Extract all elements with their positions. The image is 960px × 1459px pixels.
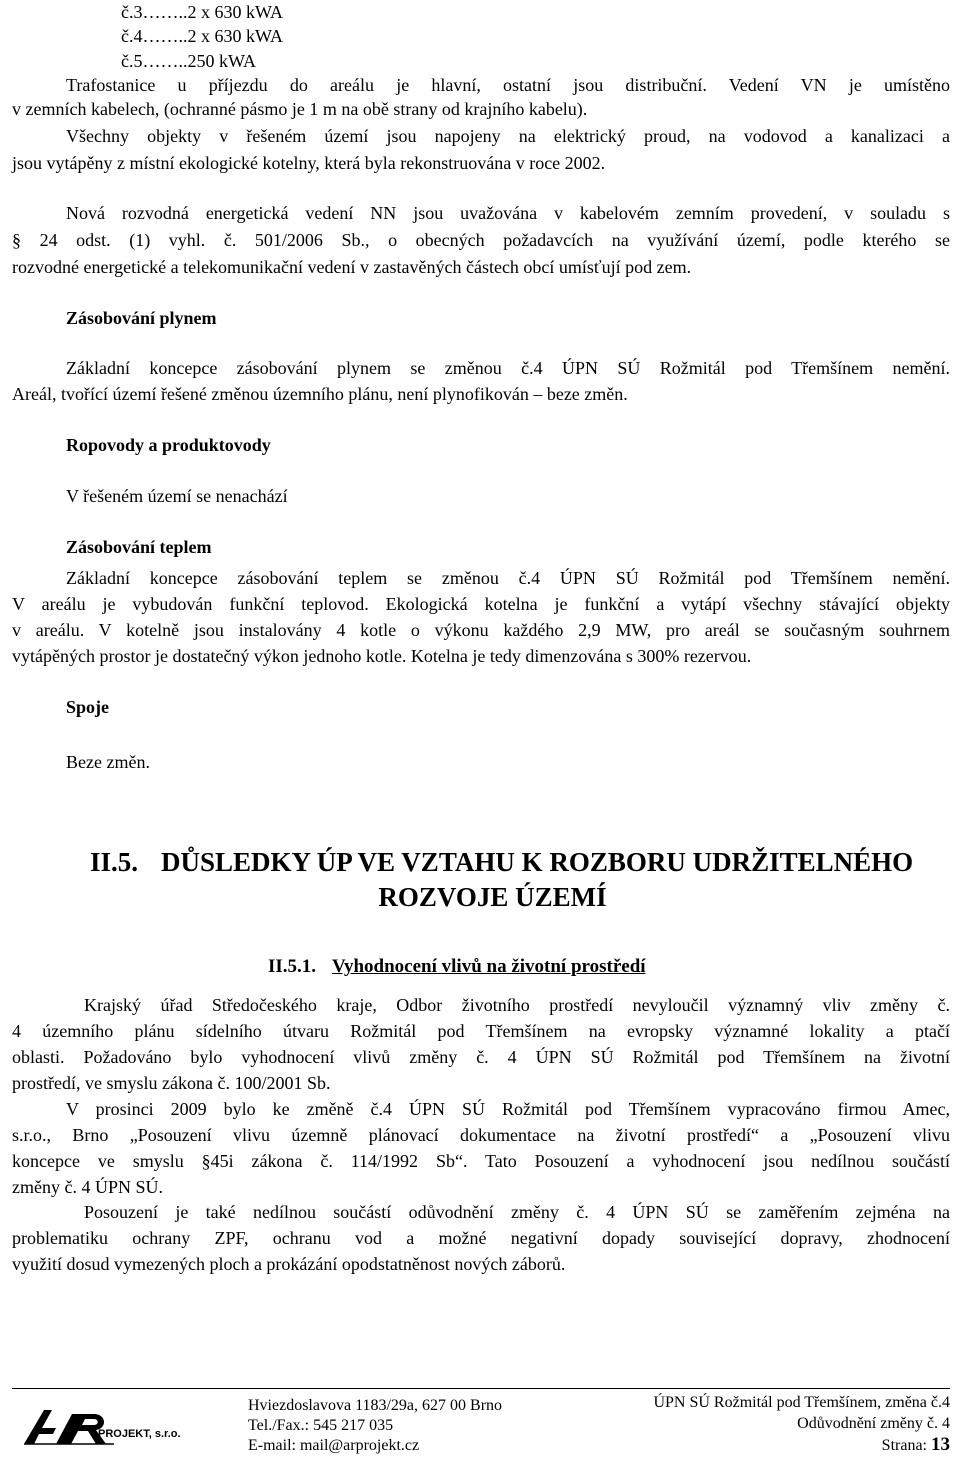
paragraph-line: V řešeném území se nenachází	[66, 486, 288, 506]
list-item: č.5……..250 kWA	[121, 51, 256, 71]
ar-logo-icon	[22, 1406, 118, 1446]
paragraph-line: jsou vytápěny z místní ekologické kotelny, která byla rekonstruována v roce 2002.	[12, 153, 606, 173]
company-logo	[22, 1406, 222, 1446]
footer-rule	[12, 1388, 950, 1389]
paragraph-line: Základní koncepce zásobování plynem se změnou č.4 ÚPN SÚ Rožmitál pod Třemšínem nemění.	[66, 358, 950, 378]
page-number: 13	[931, 1434, 950, 1455]
section-title: Vyhodnocení vlivů na životní prostředí	[332, 956, 646, 977]
paragraph-line: problematiku ochrany ZPF, ochranu vod a možné negativní dopady související dopravy, zhodnocení	[12, 1228, 950, 1248]
paragraph-line: Všechny objekty v řešeném území jsou napojeny na elektrický proud, na vodovod a kanalizaci a	[66, 126, 950, 146]
list-item: č.4……..2 x 630 kWA	[121, 26, 283, 46]
paragraph-line: prostředí, ve smyslu zákona č. 100/2001 Sb.	[12, 1073, 331, 1093]
chapter-title: DŮSLEDKY ÚP VE VZTAHU K ROZBORU UDRŽITELNÉHO	[161, 847, 914, 877]
paragraph-line: vytápěných prostor je dostatečný výkon jednoho kotle. Kotelna je tedy dimenzována s 300% rezervou.	[12, 646, 752, 666]
paragraph-line: Krajský úřad Středočeského kraje, Odbor životního prostředí nevyloučil významný vliv změny č.	[84, 995, 950, 1015]
footer-page	[612, 1435, 950, 1456]
paragraph-line: 4 územního plánu sídelního útvaru Rožmitál pod Třemšínem na evropsky významné lokality a ptačí	[12, 1021, 950, 1041]
paragraph-line: V prosinci 2009 bylo ke změně č.4 ÚPN SÚ Rožmitál pod Třemšínem vypracováno firmou Amec,	[66, 1099, 950, 1119]
page-label: Strana:	[881, 1437, 927, 1454]
paragraph-line: s.r.o., Brno „Posouzení vlivu územně plánovací dokumentace na životní prostředí“ a „Posouzení vlivu	[12, 1125, 950, 1145]
section-heading: Ropovody a produktovody	[66, 435, 271, 455]
footer-email: E-mail: mail@arprojekt.cz	[248, 1437, 420, 1454]
paragraph-line: využití dosud vymezených ploch a prokázání opodstatněnost nových záborů.	[12, 1254, 566, 1274]
paragraph-line: Trafostanice u příjezdu do areálu je hlavní, ostatní jsou distribuční. Vedení VN je umístěno	[66, 75, 950, 95]
footer-address: Hviezdoslavova 1183/29a, 627 00 Brno	[248, 1397, 503, 1414]
chapter-number: II.5.	[90, 847, 139, 877]
company-name: PROJEKT, s.r.o.	[98, 1428, 181, 1440]
section-heading: Spoje	[66, 697, 110, 717]
chapter-title: ROZVOJE ÚZEMÍ	[378, 882, 607, 912]
paragraph-line: změny č. 4 ÚPN SÚ.	[12, 1177, 163, 1197]
section-heading: Zásobování plynem	[66, 308, 217, 328]
paragraph-line: Areál, tvořící území řešené změnou územního plánu, není plynofikován – beze změn.	[12, 384, 628, 404]
paragraph-line: V areálu je vybudován funkční teplovod. Ekologická kotelna je funkční a vytápí všechny stávající objekty	[12, 594, 950, 614]
paragraph-line: v areálu. V kotelně jsou instalovány 4 kotle o výkonu každého 2,9 MW, pro areál se současným souhrnem	[12, 620, 950, 640]
footer-doc-sub: Odůvodnění změny č. 4	[797, 1415, 950, 1432]
footer-phone: Tel./Fax.: 545 217 035	[248, 1417, 394, 1434]
paragraph-line: Základní koncepce zásobování teplem se změnou č.4 ÚPN SÚ Rožmitál pod Třemšínem nemění.	[66, 568, 950, 588]
paragraph-line: koncepce ve smyslu §45i zákona č. 114/1992 Sb“. Tato Posouzení a vyhodnocení jsou nedílnou součástí	[12, 1151, 950, 1171]
paragraph-line: Nová rozvodná energetická vedení NN jsou uvažována v kabelovém zemním provedení, v souladu s	[66, 203, 950, 223]
paragraph-line: oblasti. Požadováno bylo vyhodnocení vlivů změny č. 4 ÚPN SÚ Rožmitál pod Třemšínem na životní	[12, 1047, 950, 1067]
paragraph-line: rozvodné energetické a telekomunikační vedení v zastavěných částech obcí umísťují pod zem.	[12, 257, 692, 277]
paragraph-line: v zemních kabelech, (ochranné pásmo je 1 m na obě strany od krajního kabelu).	[12, 99, 588, 119]
paragraph-line: Beze změn.	[66, 752, 150, 772]
list-item: č.3……..2 x 630 kWA	[121, 2, 283, 22]
paragraph-line: § 24 odst. (1) vyhl. č. 501/2006 Sb., o obecných požadavcích na využívání území, podle kterého se	[12, 230, 950, 250]
footer-doc-title: ÚPN SÚ Rožmitál pod Třemšínem, změna č.4	[653, 1394, 950, 1411]
section-number: II.5.1.	[268, 956, 317, 977]
section-heading: Zásobování teplem	[66, 537, 212, 557]
paragraph-line: Posouzení je také nedílnou součástí odůvodnění změny č. 4 ÚPN SÚ se zaměřením zejména na	[84, 1202, 950, 1222]
